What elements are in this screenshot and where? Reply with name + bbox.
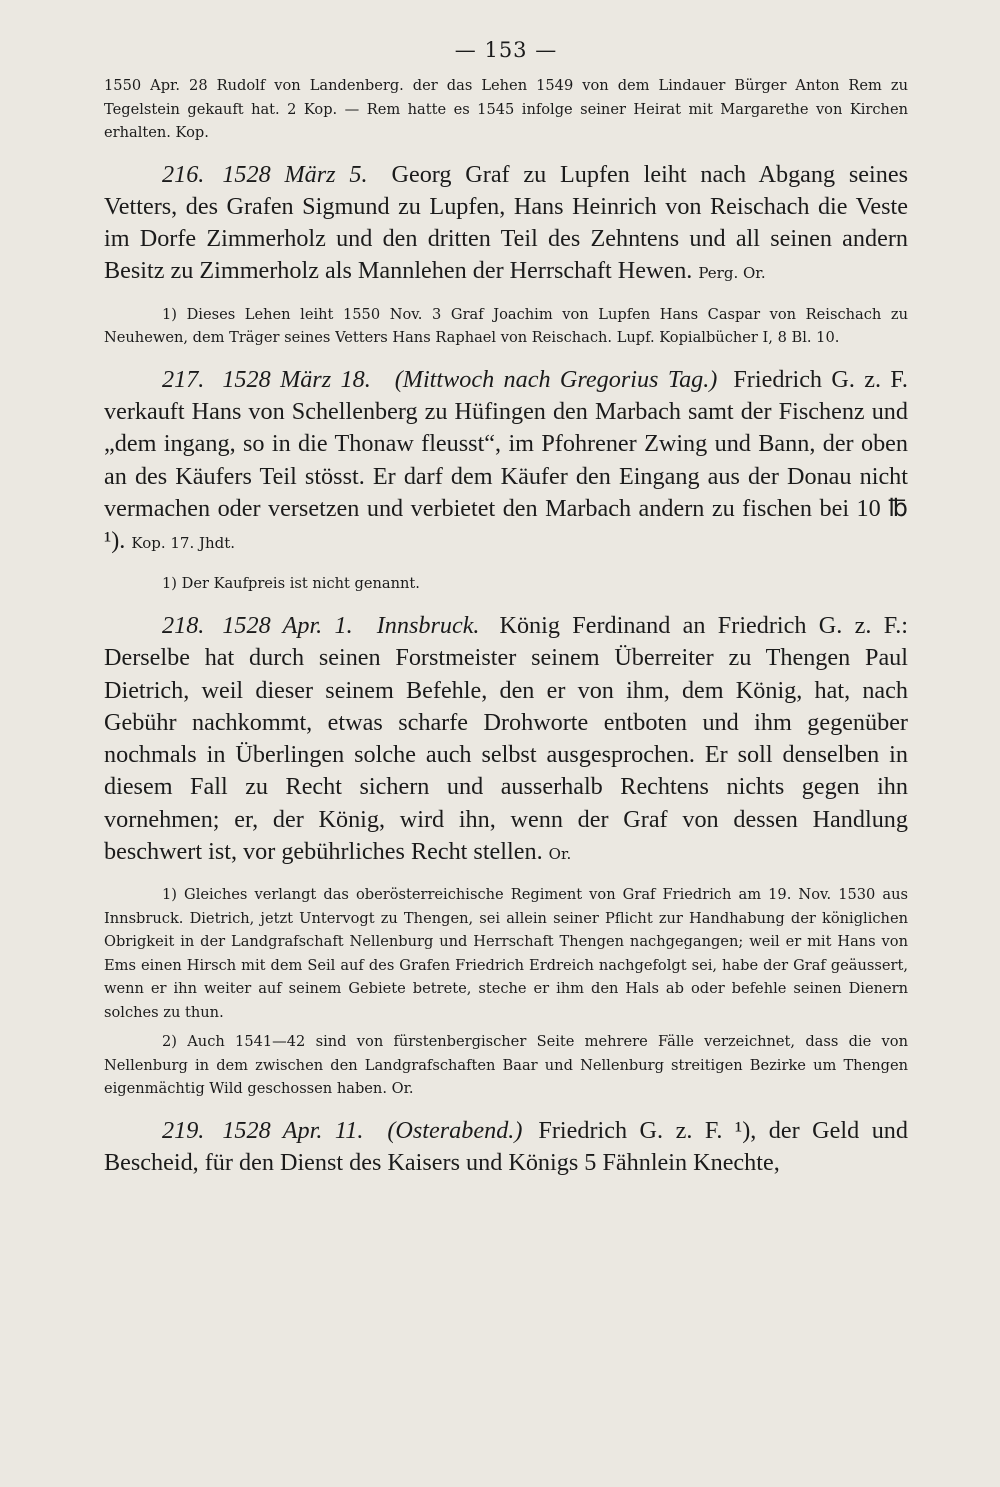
entry-source: Kop. 17. Jhdt. <box>131 534 236 553</box>
entry-219 <box>104 1115 908 1180</box>
entry-218-notes <box>104 883 908 1101</box>
entry-text: Friedrich G. z. F. ¹), der Geld und Bescheid, für den Dienst des Kaisers und Königs 5 Fähnlein Knechte, <box>104 1116 908 1177</box>
entry-217 <box>104 364 908 596</box>
footnote: 1) Dieses Lehen leiht 1550 Nov. 3 Graf Joachim von Lupfen Hans Caspar von Reischach zu Neuhewen, dem Träger seines Vetters Hans Raphael von Reischach. Lupf. Kopialbücher I, 8 Bl. 10. <box>104 305 908 347</box>
entry-date: 1528 März 18. <box>222 365 371 393</box>
entry-source: Or. <box>548 845 572 864</box>
entry-place: Innsbruck. <box>376 611 480 639</box>
entry-216-notes <box>104 303 908 350</box>
entry-date: 1528 März 5. <box>222 160 368 188</box>
entry-218 <box>104 610 908 1101</box>
continued-footnote: 1550 Apr. 28 Rudolf von Landenberg. der das Lehen 1549 von dem Lindauer Bürger Anton Rem zu Tegelstein gekauft hat. 2 Kop. — Rem hatte es 1545 infolge seiner Heirat mit Margarethe von Kirchen erhalten. Kop. <box>104 77 908 141</box>
entry-216-body <box>104 159 908 290</box>
entry-number: 219. <box>162 1116 205 1144</box>
footnote: 2) Auch 1541—42 sind von fürstenbergischer Seite mehrere Fälle verzeichnet, dass die von Nellenburg in dem zwischen den Landgrafschaften Baar und Nellenburg streitigen Bezirke um Thengen eigenmächtig Wild geschossen haben. Or. <box>104 1033 908 1098</box>
entry-219-body <box>104 1115 908 1180</box>
page-number: — 153 — <box>454 38 558 62</box>
entry-number: 216. <box>162 160 205 188</box>
entry-217-body <box>104 364 908 560</box>
entry-218-body <box>104 610 908 870</box>
entry-date: 1528 Apr. 11. <box>222 1116 364 1144</box>
entry-217-notes <box>104 572 908 596</box>
footnote: 1) Der Kaufpreis ist nicht genannt. <box>162 575 420 593</box>
entry-source: Perg. Or. <box>698 264 766 283</box>
entry-feast: (Mittwoch nach Gregorius Tag.) <box>394 365 718 393</box>
entry-216 <box>104 159 908 350</box>
entry-number: 218. <box>162 611 205 639</box>
entry-feast: (Osterabend.) <box>387 1116 523 1144</box>
entry-number: 217. <box>162 365 205 393</box>
entry-text: Georg Graf zu Lupfen leiht nach Abgang seines Vetters, des Grafen Sigmund zu Lupfen, Hans Heinrich von Reischach die Veste im Dorfe Zimmerholz und den dritten Teil des Zehntens und all seinen andern Besitz zu Zimmerholz als Mannlehen der Herrschaft Hewen. <box>104 160 909 285</box>
footnote: 1) Gleiches verlangt das oberösterreichische Regiment von Graf Friedrich am 19. Nov. 1530 aus Innsbruck. Dietrich, jetzt Untervogt zu Thengen, sei allein seiner Pflicht zur Handhabung der königlichen Obrigkeit in der Landgrafschaft Nellenburg und Herrschaft Thengen nachgegangen; weil er mit Hans von Ems einen Hirsch mit dem Seil auf des Grafen Friedrich Erdreich nachgefolgt sei, habe der Graf geäussert, wenn er ihn weiter auf seinem Gebiete betrete, steche er ihm den Hals ab oder befehle seinen Dienern solches zu thun. <box>104 886 908 1021</box>
entry-text: Friedrich G. z. F. verkauft Hans von Schellenberg zu Hüfingen den Marbach samt der Fischenz und „dem ingang, so in die Thonaw fleusst“, im Pfohrener Zwing und Bann, der oben an des Käufers Teil stösst. Er darf dem Käufer den Eingang aus der Donau nicht vermachen oder versetzen und verbietet den Marbach andern zu fischen bei 10 ℔ ¹). <box>104 365 908 555</box>
entry-date: 1528 Apr. 1. <box>222 611 353 639</box>
entry-text: König Ferdinand an Friedrich G. z. F.: Derselbe hat durch seinen Forstmeister seinem Überreiter zu Thengen Paul Dietrich, weil dieser seinem Befehle, den er von ihm, dem König, hat, nach Gebühr nachkommt, etwas scharfe Drohworte entboten und ihm gegenüber nochmals in Überlingen solche auch selbst ausgesprochen. Er soll denselben in diesem Fall zu Recht sichern und ausserhalb Rechtens nichts gegen ihn vornehmen; er, der König, wird ihn, wenn der Graf von dessen Handlung beschwert ist, vor gebührliches Recht stellen. <box>104 611 909 866</box>
